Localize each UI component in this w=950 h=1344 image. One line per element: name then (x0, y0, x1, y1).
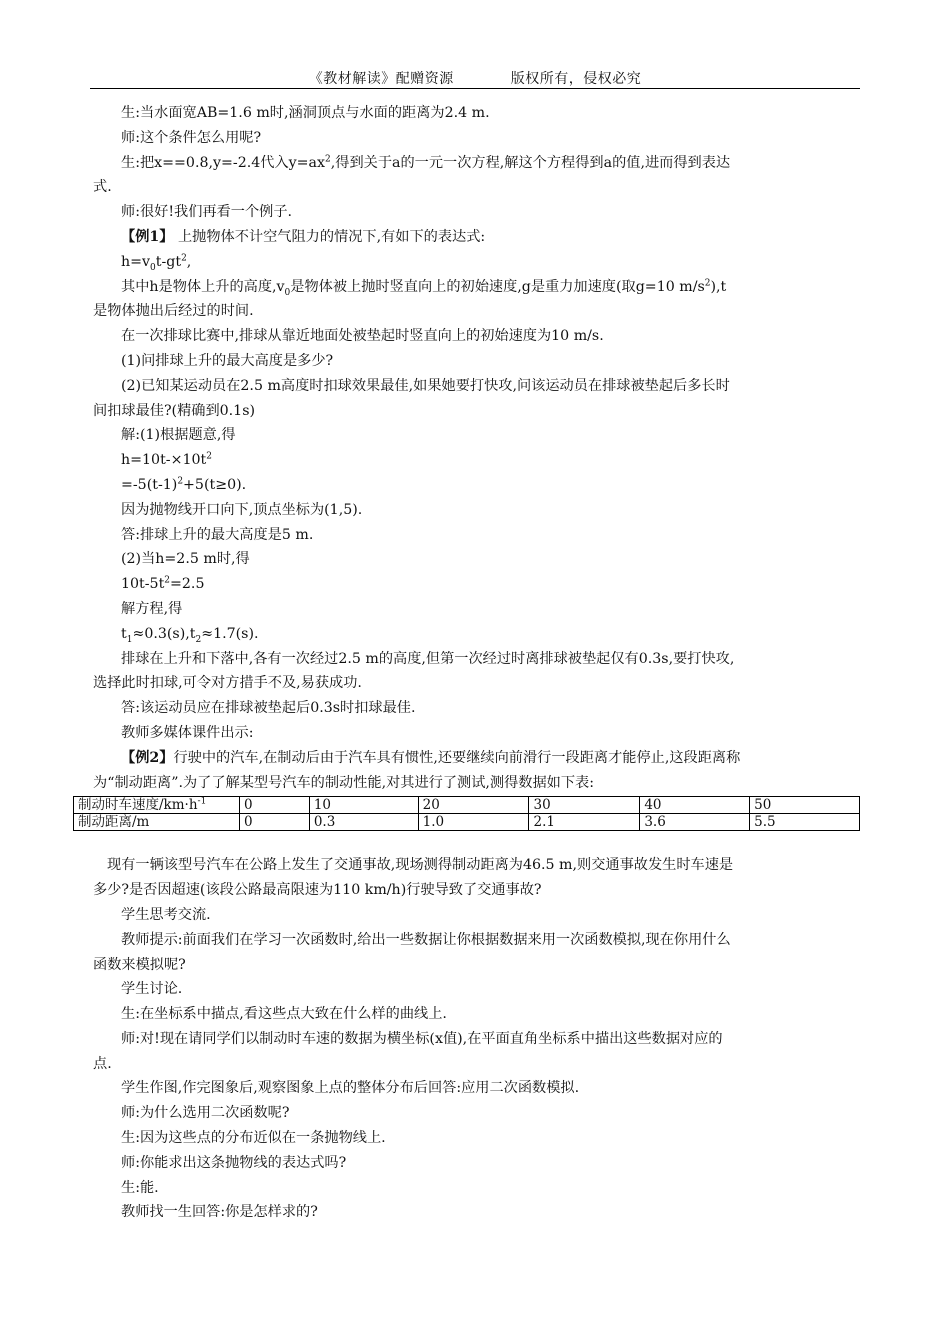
table-cell: 1.0 (418, 814, 529, 831)
paragraph: 师:这个条件怎么用呢? (121, 129, 262, 146)
table-cell: 5.5 (750, 814, 860, 831)
solution-formula: $=-5(t-1)^2+5(t\ge 0)$. (121, 476, 247, 493)
paragraph: 师:对!现在请同学们以制动时车速的数据为横坐标(x值),在平面直角坐标系中描出这些数据对应的 (121, 1030, 723, 1047)
paragraph-continuation: 点. (93, 1055, 112, 1072)
table-cell: 40 (640, 797, 750, 814)
example-tag: 【例1】 (121, 228, 174, 245)
paragraph: 生:在坐标系中描点,看这些点大致在什么样的曲线上. (121, 1006, 447, 1023)
paragraph: 生:因为这些点的分布近似在一条抛物线上. (121, 1130, 386, 1147)
example-tag: 【例2】 (121, 749, 174, 766)
table-row (74, 797, 860, 814)
paragraph-continuation: 选择此时扣球,可令对方措手不及,易获成功. (93, 675, 362, 692)
paragraph: 教师多媒体课件出示: (121, 724, 254, 741)
paragraph: 师:你能求出这条抛物线的表达式吗? (121, 1154, 347, 1171)
paragraph-continuation: 函数来模拟呢? (93, 956, 186, 973)
table-cell: 50 (750, 797, 860, 814)
paragraph-continuation: 多少?是否因超速(该段公路最高限速为110 km/h)行驶导致了交通事故? (93, 882, 542, 899)
header-divider (90, 88, 860, 89)
formula: $h=v_0t-gt^2$, (121, 253, 192, 273)
table-row (74, 814, 860, 831)
table-cell: 0 (239, 797, 309, 814)
paragraph: 排球在上升和下落中,各有一次经过2.5 m的高度,但第一次经过时离排球被垫起仅有0.3s,要打快攻, (121, 650, 735, 667)
question-1: (1)问排球上升的最大高度是多少? (121, 352, 334, 369)
solution-line: 解:(1)根据题意,得 (121, 427, 236, 444)
header-source: 《教材解读》配赠资源 (308, 71, 454, 87)
table-cell: 0.3 (309, 814, 418, 831)
table-cell: 3.6 (640, 814, 750, 831)
paragraph: 其中h是物体上升的高度$,v_0$是物体被上抛时竖直向上的初始速度,g是重力加速度(取g=10 $m/s^2),t$ (121, 277, 727, 298)
example-1-heading: 【例1】 上抛物体不计空气阻力的情况下,有如下的表达式: (121, 228, 486, 245)
page-header (90, 68, 860, 88)
solution-formula: $10t-5t^2=2.5$ (121, 575, 205, 593)
table-cell: 制动时车速度$/km\cdot h^{-1}$ (74, 797, 240, 814)
paragraph-continuation: 式. (93, 179, 112, 196)
question-2: (2)已知某运动员在2.5 m高度时扣球效果最佳,如果她要打快攻,问该运动员在排球被垫起后多长时 (121, 377, 730, 394)
example-2-heading: 【例2】行驶中的汽车,在制动后由于汽车具有惯性,还要继续向前滑行一段距离才能停止,这段距离称 (121, 749, 741, 766)
paragraph: 师:为什么选用二次函数呢? (121, 1105, 290, 1122)
document-body (78, 101, 859, 1225)
paragraph-continuation: 为“制动距离”.为了了解某型号汽车的制动性能,对其进行了测试,测得数据如下表: (93, 774, 595, 791)
paragraph: 在一次排球比赛中,排球从靠近地面处被垫起时竖直向上的初始速度为10 m/s. (121, 328, 604, 345)
table-cell: 制动距离/m (74, 814, 240, 831)
solution-line: 解方程,得 (121, 600, 183, 617)
answer-line: 答:排球上升的最大高度是5 m. (121, 526, 314, 543)
paragraph: 教师提示:前面我们在学习一次函数时,给出一些数据让你根据数据来用一次函数模拟,现在你用什么 (121, 931, 731, 948)
table-cell: 30 (529, 797, 640, 814)
paragraph: 学生思考交流. (121, 906, 211, 923)
table-cell: 0 (239, 814, 309, 831)
solution-line: 因为抛物线开口向下,顶点坐标为(1,5). (121, 501, 363, 518)
paragraph: 现有一辆该型号汽车在公路上发生了交通事故,现场测得制动距离为46.5 m,则交通事故发生时车速是 (107, 857, 734, 874)
paragraph-continuation: 是物体抛出后经过的时间. (93, 303, 254, 320)
paragraph: 生:能. (121, 1179, 159, 1196)
answer-line: 答:该运动员应在排球被垫起后0.3s时扣球最佳. (121, 700, 416, 717)
paragraph-continuation: 间扣球最佳?(精确到0.1s) (93, 402, 256, 419)
table-cell: 20 (418, 797, 529, 814)
solution-line: (2)当h=2.5 m时,得 (121, 551, 250, 568)
solution-formula: $h=10t-\times 10t^2$ (121, 451, 212, 469)
header-copyright: 版权所有，侵权必究 (510, 71, 642, 87)
paragraph: 学生讨论. (121, 981, 183, 998)
paragraph: 教师找一生回答:你是怎样求的? (121, 1204, 318, 1221)
paragraph: 生:当水面宽AB=1.6 m时,涵洞顶点与水面的距离为2.4 m. (121, 105, 490, 121)
table-cell: 2.1 (529, 814, 640, 831)
paragraph: 生:把x==0.8,y=-2.4代入$y=ax^2$,得到关于a的一元一次方程,解这个方程得到a的值,进而得到表达 (121, 153, 731, 171)
solution-formula: $t_1\approx 0.3(s),t_2\approx 1.7(s)$. (121, 625, 259, 645)
table-cell: 10 (309, 797, 418, 814)
paragraph: 师:很好!我们再看一个例子. (121, 204, 293, 221)
braking-data-table (73, 796, 860, 831)
spacer (93, 831, 859, 853)
paragraph: 学生作图,作完图象后,观察图象上点的整体分布后回答:应用二次函数模拟. (121, 1080, 580, 1097)
